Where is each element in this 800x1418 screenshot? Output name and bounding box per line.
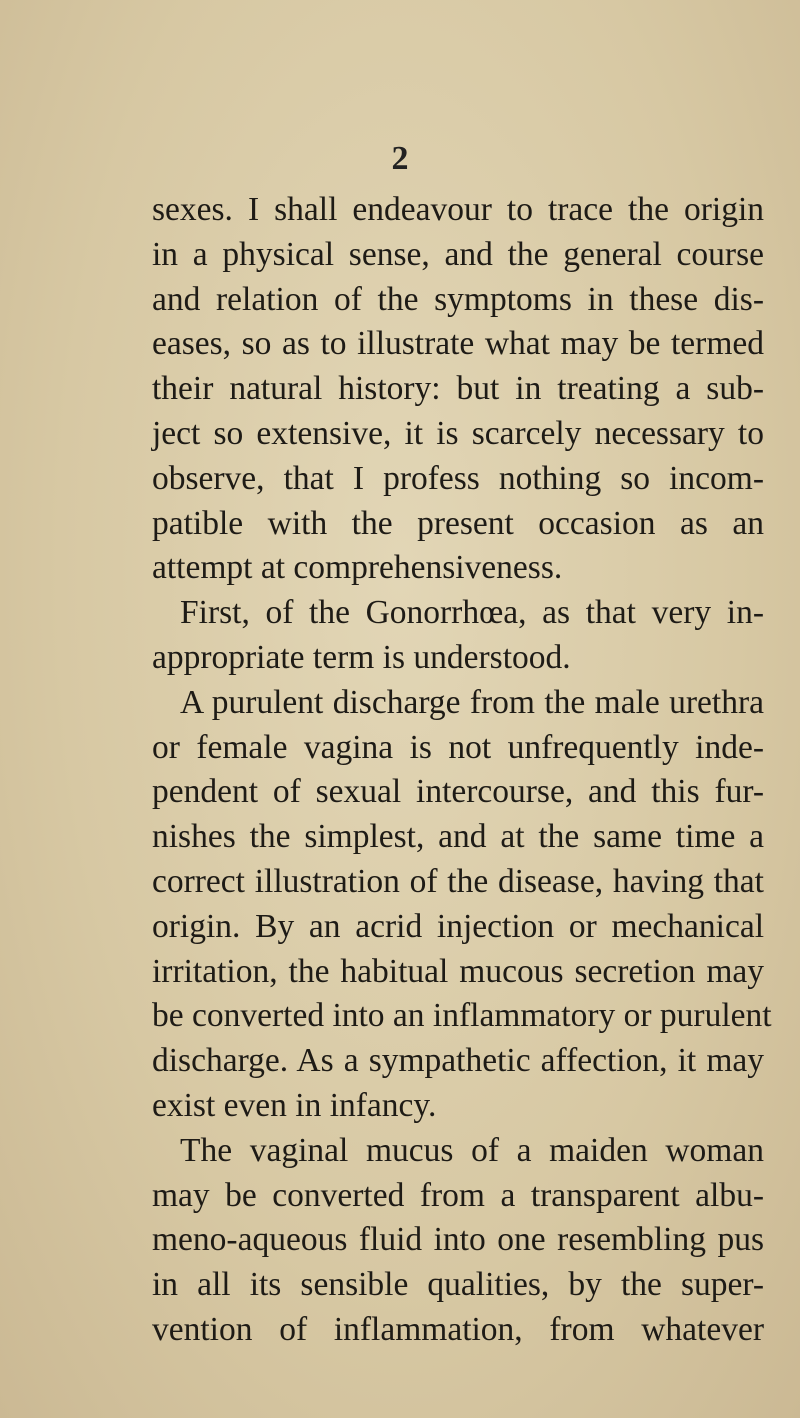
text-line: exist even in infancy.: [152, 1086, 437, 1124]
text-line: vention of inflammation, from whatever: [152, 1310, 764, 1348]
text-line: appropriate term is understood.: [152, 638, 571, 676]
text-line: sexes. I shall endeavour to trace the origin: [152, 191, 764, 228]
text-line: meno-aqueous fluid into one resembling pus: [152, 1221, 764, 1259]
text-line: eases, so as to illustrate what may be termed: [152, 325, 764, 363]
text-line: in a physical sense, and the general course: [152, 235, 764, 273]
text-line: their natural history: but in treating a sub-: [152, 370, 764, 408]
text-line: The vaginal mucus of a maiden woman: [180, 1131, 764, 1169]
text-line: First, of the Gonorrhœa, as that very in-: [180, 594, 764, 632]
text-line: observe, that I profess nothing so incom-: [152, 459, 764, 497]
text-line: origin. By an acrid injection or mechanical: [152, 907, 764, 945]
text-line: and relation of the symptoms in these dis-: [152, 280, 764, 318]
text-line: A purulent discharge from the male urethra: [180, 683, 764, 721]
page-number: 2: [391, 140, 409, 177]
text-line: pendent of sexual intercourse, and this fur-: [152, 773, 764, 811]
text-line: in all its sensible qualities, by the super-: [152, 1266, 764, 1304]
text-line: patible with the present occasion as an: [152, 504, 764, 542]
text-line: discharge. As a sympathetic affection, it may: [152, 1042, 764, 1080]
text-line: be converted into an inflammatory or purulent: [152, 997, 772, 1035]
text-line: ject so extensive, it is scarcely necessary to: [152, 414, 764, 452]
text-line: or female vagina is not unfrequently inde-: [152, 728, 764, 766]
text-line: nishes the simplest, and at the same time a: [152, 818, 764, 856]
text-line: irritation, the habitual mucous secretion may: [152, 952, 764, 990]
text-line: may be converted from a transparent albu-: [152, 1176, 764, 1214]
text-line: correct illustration of the disease, having that: [152, 862, 764, 900]
text-line: attempt at comprehensiveness.: [152, 549, 563, 587]
body-text: [152, 188, 772, 1353]
